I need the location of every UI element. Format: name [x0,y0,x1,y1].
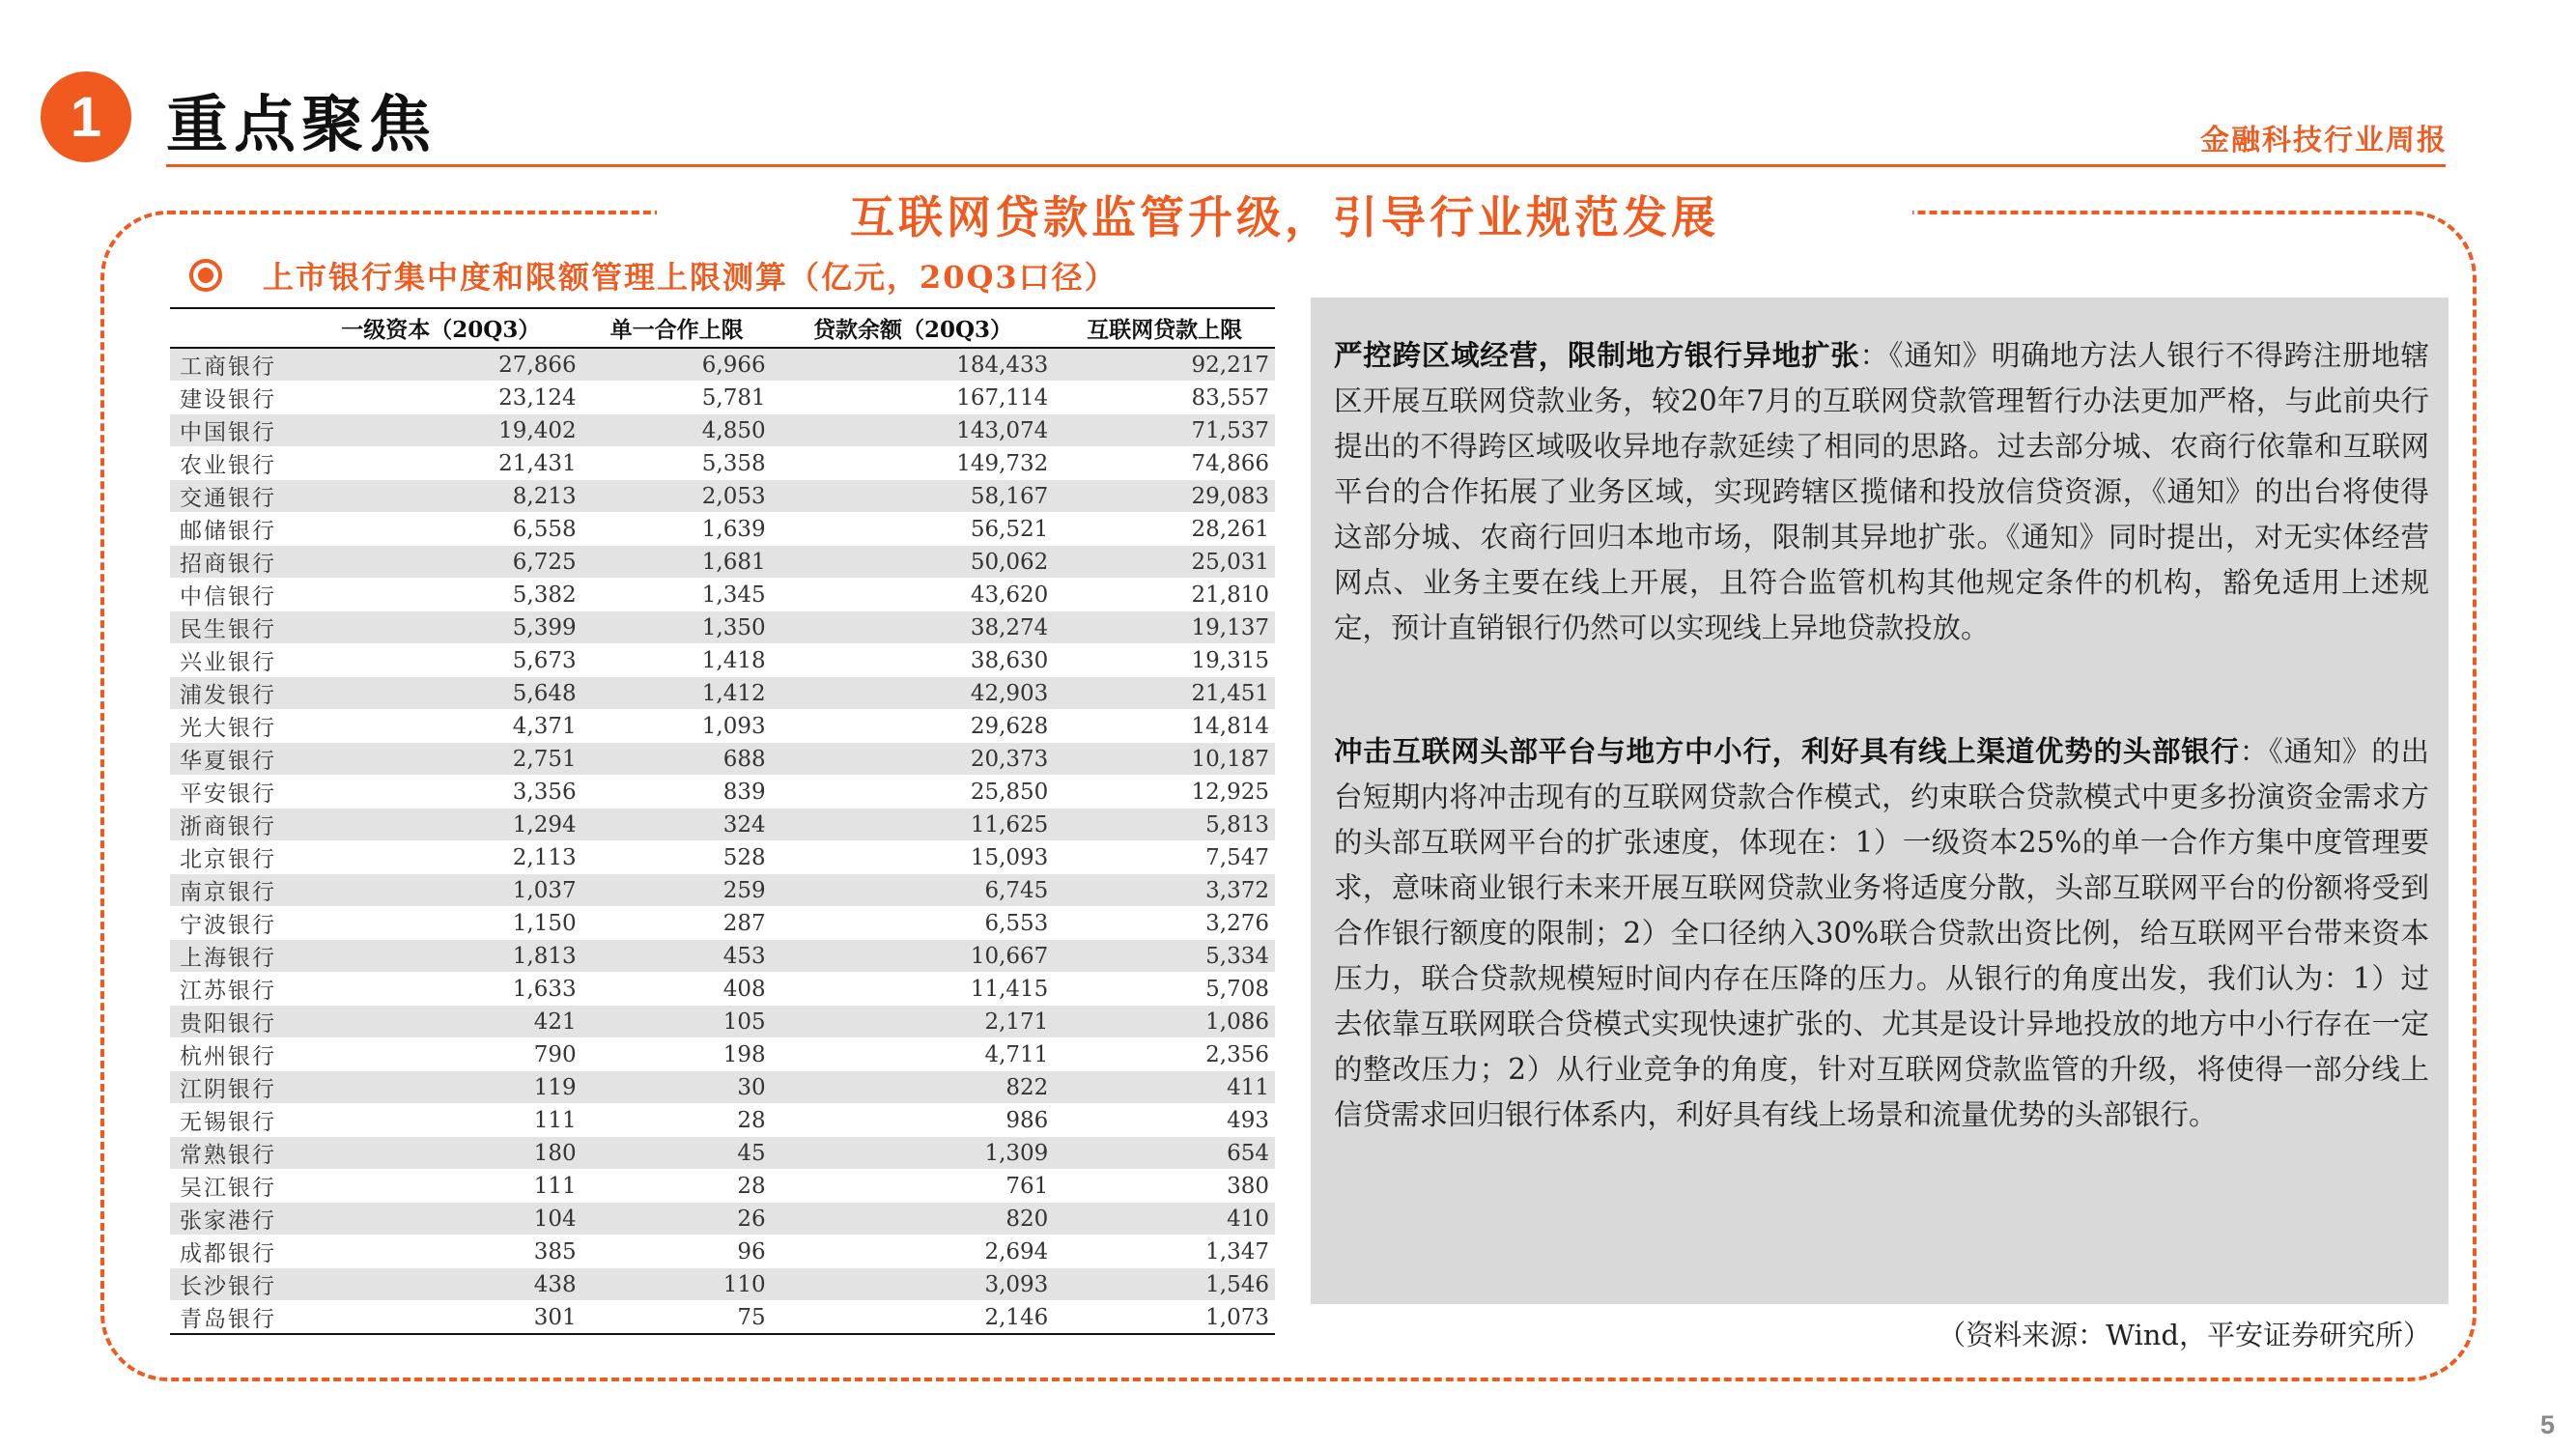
value-cell: 301 [299,1301,582,1335]
table-header-cell: 一级资本（20Q3） [299,308,582,348]
value-cell: 96 [582,1236,772,1268]
value-cell: 45 [582,1137,772,1170]
value-cell: 453 [582,940,772,973]
table-row [170,1236,1275,1268]
value-cell: 5,708 [1054,973,1275,1006]
value-cell: 5,358 [582,447,772,480]
value-cell: 654 [1054,1137,1275,1170]
value-cell: 167,114 [772,382,1055,414]
value-cell: 25,031 [1054,546,1275,579]
table-row [170,1170,1275,1203]
bank-name-cell: 成都银行 [170,1236,299,1268]
table-row [170,776,1275,809]
table-row [170,710,1275,743]
value-cell: 5,399 [299,611,582,644]
paragraph-1-heading: 严控跨区域经营，限制地方银行异地扩张 [1334,338,1860,372]
value-cell: 2,356 [1054,1038,1275,1071]
value-cell: 2,171 [772,1006,1055,1038]
value-cell: 1,347 [1054,1236,1275,1268]
value-cell: 688 [582,743,772,776]
value-cell: 421 [299,1006,582,1038]
bank-name-cell: 北京银行 [170,841,299,874]
value-cell: 1,546 [1054,1268,1275,1301]
bank-name-cell: 无锡银行 [170,1104,299,1137]
value-cell: 43,620 [772,579,1055,611]
value-cell: 820 [772,1203,1055,1236]
value-cell: 6,745 [772,874,1055,907]
value-cell: 38,630 [772,644,1055,677]
value-cell: 50,062 [772,546,1055,579]
value-cell: 104 [299,1203,582,1236]
value-cell: 1,073 [1054,1301,1275,1335]
value-cell: 20,373 [772,743,1055,776]
bank-name-cell: 建设银行 [170,382,299,414]
table-row [170,579,1275,611]
bank-name-cell: 招商银行 [170,546,299,579]
table-row [170,907,1275,940]
value-cell: 380 [1054,1170,1275,1203]
value-cell: 6,966 [582,348,772,382]
value-cell: 119 [299,1071,582,1104]
value-cell: 27,866 [299,348,582,382]
value-cell: 4,850 [582,414,772,447]
value-cell: 1,813 [299,940,582,973]
value-cell: 986 [772,1104,1055,1137]
paragraph-1-body: ：《通知》明确地方法人银行不得跨注册地辖区开展互联网贷款业务，较20年7月的互联网贷款管理暂行办法更加严格，与此前央行提出的不得跨区域吸收异地存款延续了相同的思路。过去部分城、农商行依靠和互联网平台的合作拓展了业务区域，实现跨辖区揽储和投放信贷资源，《通知》的出台将使得这部分城、农商行回归本地市场，限制其异地扩张。《通知》同时提出，对无实体经营网点、业务主要在线上开展，且符合监管机构其他规定条件的机构，豁免适用上述规定，预计直销银行仍然可以实现线上异地贷款投放。 [1334,339,2429,644]
value-cell: 10,667 [772,940,1055,973]
value-cell: 410 [1054,1203,1275,1236]
page-number: 5 [2539,1410,2555,1439]
bank-name-cell: 工商银行 [170,348,299,382]
source-note: （资料来源：Wind，平安证券研究所） [1938,1319,2431,1351]
table-header-cell: 单一合作上限 [582,308,772,348]
paragraph-2-body: ：《通知》的出台短期内将冲击现有的互联网贷款合作模式，约束联合贷款模式中更多扮演资金需求方的头部互联网平台的扩张速度，体现在：1）一级资本25%的单一合作方集中度管理要求，意味商业银行未来开展互联网贷款业务将适度分散，头部互联网平台的份额将受到合作银行额度的限制；2）全口径纳入30%联合贷款出资比例，给互联网平台带来资本压力，联合贷款规模短时间内存在压降的压力。从银行的角度出发，我们认为：1）过去依靠互联网联合贷模式实现快速扩张的、尤其是设计异地投放的地方中小行存在一定的整改压力；2）从行业竞争的角度，针对互联网贷款监管的升级，将使得一部分线上信贷需求回归银行体系内，利好具有线上场景和流量优势的头部银行。 [1334,735,2429,1131]
value-cell: 21,431 [299,447,582,480]
paragraph-2 [1334,728,2429,1138]
table-header-row [170,308,1275,348]
value-cell: 6,553 [772,907,1055,940]
value-cell: 11,625 [772,809,1055,841]
value-cell: 385 [299,1236,582,1268]
value-cell: 111 [299,1104,582,1137]
paragraph-2-heading: 冲击互联网头部平台与地方中小行，利好具有线上渠道优势的头部银行 [1334,734,2240,768]
value-cell: 21,810 [1054,579,1275,611]
value-cell: 5,382 [299,579,582,611]
value-cell: 3,372 [1054,874,1275,907]
value-cell: 1,294 [299,809,582,841]
bank-name-cell: 江阴银行 [170,1071,299,1104]
table-row [170,1137,1275,1170]
value-cell: 287 [582,907,772,940]
value-cell: 493 [1054,1104,1275,1137]
bank-name-cell: 兴业银行 [170,644,299,677]
value-cell: 110 [582,1268,772,1301]
value-cell: 822 [772,1071,1055,1104]
table-header-cell: 互联网贷款上限 [1054,308,1275,348]
value-cell: 408 [582,973,772,1006]
value-cell: 1,350 [582,611,772,644]
table-row [170,874,1275,907]
table-row [170,743,1275,776]
value-cell: 1,681 [582,546,772,579]
value-cell: 28 [582,1170,772,1203]
value-cell: 259 [582,874,772,907]
bank-limits-table [170,307,1275,1335]
value-cell: 5,781 [582,382,772,414]
value-cell: 21,451 [1054,677,1275,710]
value-cell: 11,415 [772,973,1055,1006]
value-cell: 1,412 [582,677,772,710]
panel-title: 互联网贷款监管升级，引导行业规范发展 [657,189,1912,245]
value-cell: 42,903 [772,677,1055,710]
value-cell: 75 [582,1301,772,1335]
value-cell: 7,547 [1054,841,1275,874]
bank-name-cell: 贵阳银行 [170,1006,299,1038]
value-cell: 2,053 [582,480,772,513]
table-row [170,1071,1275,1104]
table-row [170,1268,1275,1301]
value-cell: 1,086 [1054,1006,1275,1038]
value-cell: 198 [582,1038,772,1071]
value-cell: 58,167 [772,480,1055,513]
value-cell: 3,093 [772,1268,1055,1301]
bank-name-cell: 邮储银行 [170,513,299,546]
value-cell: 30 [582,1071,772,1104]
table-row [170,1038,1275,1071]
value-cell: 14,814 [1054,710,1275,743]
bank-name-cell: 农业银行 [170,447,299,480]
report-name: 金融科技行业周报 [2200,124,2448,157]
bank-name-cell: 浦发银行 [170,677,299,710]
value-cell: 528 [582,841,772,874]
value-cell: 5,334 [1054,940,1275,973]
value-cell: 3,356 [299,776,582,809]
bank-name-cell: 常熟银行 [170,1137,299,1170]
value-cell: 4,371 [299,710,582,743]
value-cell: 83,557 [1054,382,1275,414]
table-row [170,382,1275,414]
bank-name-cell: 张家港行 [170,1203,299,1236]
value-cell: 143,074 [772,414,1055,447]
value-cell: 1,633 [299,973,582,1006]
value-cell: 438 [299,1268,582,1301]
bank-name-cell: 杭州银行 [170,1038,299,1071]
value-cell: 1,150 [299,907,582,940]
value-cell: 184,433 [772,348,1055,382]
value-cell: 6,725 [299,546,582,579]
title-divider [166,164,2446,167]
value-cell: 92,217 [1054,348,1275,382]
value-cell: 2,694 [772,1236,1055,1268]
value-cell: 1,639 [582,513,772,546]
bank-name-cell: 吴江银行 [170,1170,299,1203]
table-title: 上市银行集中度和限额管理上限测算（亿元，20Q3口径） [263,259,1118,296]
bank-name-cell: 江苏银行 [170,973,299,1006]
value-cell: 29,083 [1054,480,1275,513]
bank-name-cell: 民生银行 [170,611,299,644]
value-cell: 761 [772,1170,1055,1203]
table-title-row [189,253,1118,298]
value-cell: 28,261 [1054,513,1275,546]
value-cell: 19,137 [1054,611,1275,644]
table-row [170,1301,1275,1335]
value-cell: 180 [299,1137,582,1170]
analysis-panel [1311,298,2449,1304]
table-row [170,809,1275,841]
value-cell: 56,521 [772,513,1055,546]
value-cell: 4,711 [772,1038,1055,1071]
bank-name-cell: 光大银行 [170,710,299,743]
value-cell: 28 [582,1104,772,1137]
value-cell: 23,124 [299,382,582,414]
table-row [170,644,1275,677]
value-cell: 25,850 [772,776,1055,809]
value-cell: 71,537 [1054,414,1275,447]
table-row [170,348,1275,382]
table-row [170,1203,1275,1236]
table-row [170,611,1275,644]
value-cell: 19,315 [1054,644,1275,677]
value-cell: 38,274 [772,611,1055,644]
bank-name-cell: 宁波银行 [170,907,299,940]
value-cell: 1,418 [582,644,772,677]
bank-name-cell: 交通银行 [170,480,299,513]
value-cell: 2,146 [772,1301,1055,1335]
table-row [170,546,1275,579]
table-row [170,480,1275,513]
value-cell: 8,213 [299,480,582,513]
page-title: 重点聚焦 [166,89,437,161]
value-cell: 5,648 [299,677,582,710]
value-cell: 15,093 [772,841,1055,874]
value-cell: 105 [582,1006,772,1038]
value-cell: 790 [299,1038,582,1071]
table-row [170,1104,1275,1137]
paragraph-1 [1334,332,2429,651]
bank-name-cell: 青岛银行 [170,1301,299,1335]
section-number-badge: 1 [41,71,131,162]
value-cell: 1,037 [299,874,582,907]
table-row [170,973,1275,1006]
value-cell: 2,113 [299,841,582,874]
bank-name-cell: 上海银行 [170,940,299,973]
value-cell: 411 [1054,1071,1275,1104]
table-row [170,1006,1275,1038]
bank-name-cell: 长沙银行 [170,1268,299,1301]
table-row [170,513,1275,546]
value-cell: 19,402 [299,414,582,447]
bank-name-cell: 中国银行 [170,414,299,447]
table-row [170,447,1275,480]
value-cell: 324 [582,809,772,841]
bank-name-cell: 浙商银行 [170,809,299,841]
value-cell: 6,558 [299,513,582,546]
value-cell: 1,309 [772,1137,1055,1170]
value-cell: 29,628 [772,710,1055,743]
value-cell: 26 [582,1203,772,1236]
bank-name-cell: 南京银行 [170,874,299,907]
value-cell: 2,751 [299,743,582,776]
value-cell: 5,673 [299,644,582,677]
table-row [170,841,1275,874]
value-cell: 1,093 [582,710,772,743]
table-header-cell [170,308,299,348]
table-row [170,414,1275,447]
value-cell: 10,187 [1054,743,1275,776]
value-cell: 1,345 [582,579,772,611]
value-cell: 12,925 [1054,776,1275,809]
table-row [170,677,1275,710]
table-row [170,940,1275,973]
bank-name-cell: 华夏银行 [170,743,299,776]
value-cell: 839 [582,776,772,809]
bank-name-cell: 平安银行 [170,776,299,809]
table-header-cell: 贷款余额（20Q3） [772,308,1055,348]
value-cell: 3,276 [1054,907,1275,940]
value-cell: 5,813 [1054,809,1275,841]
value-cell: 74,866 [1054,447,1275,480]
value-cell: 111 [299,1170,582,1203]
target-bullet-icon [189,259,222,292]
value-cell: 149,732 [772,447,1055,480]
bank-name-cell: 中信银行 [170,579,299,611]
